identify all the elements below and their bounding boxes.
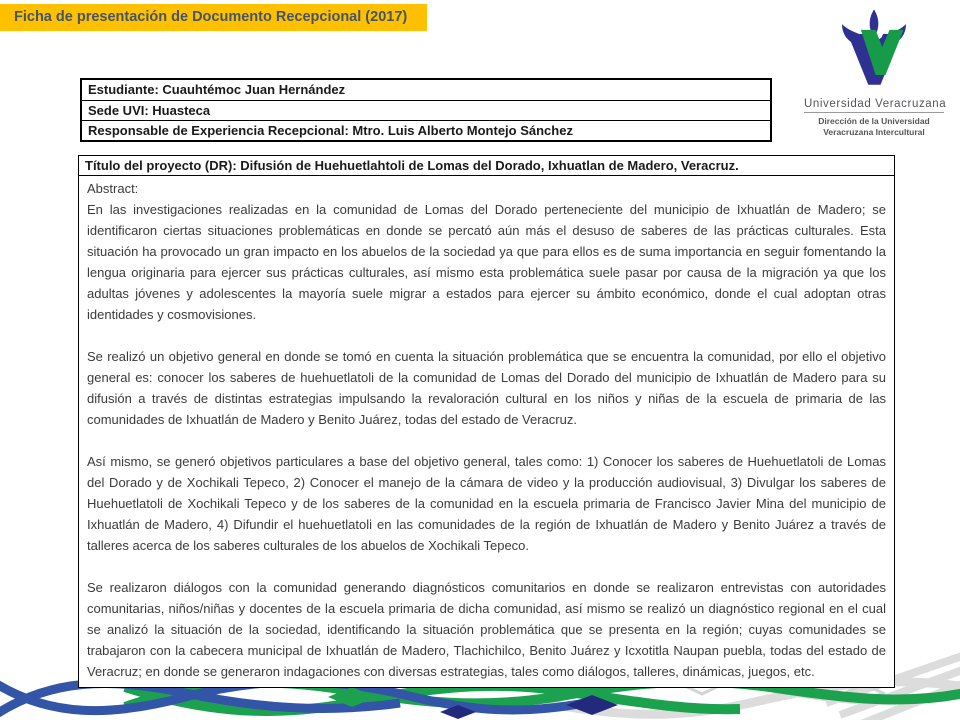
logo-department-line1: Dirección de la Universidad — [818, 116, 930, 126]
abstract-paragraph: En las investigaciones realizadas en la comunidad de Lomas del Dorado perteneciente del municipio de Ixhuatlán de Madero; se identificaron ciertas situaciones problemáticas en donde se percató aún más el desuso de saberes de las prácticas culturales. Esta situación ha provocado un gran impacto en los abuelos de la sociedad ya que para ellos es de suma importancia en seguir fomentando la lengua originaria para ejercer sus prácticas culturales, así mismo esta problemática suele pasar por causa de la migración ya que los adultas jóvenes y adolescentes la mayoría suele migrar a estados para ejercer su ámbito económico, donde el cual adoptan otras identidades y cosmovisiones. — [87, 202, 886, 322]
info-row-estudiante: Estudiante: Cuauhtémoc Juan Hernández — [88, 82, 346, 97]
abstract-paragraph: Se realizó un objetivo general en donde se tomó en cuenta la situación problemática que se encuentra la comunidad, por ello el objetivo general es: conocer los saberes de huehuetlatoli de la comunidad de Lomas del Dorado del municipio de Ixhuatlán de Madero para su difusión a través de distintas estrategias impulsando la revaloración cultural en los niños y niñas de la escuela de primaria de las comunidades de Ixhuatlán de Madero y Benito Juárez, todas del estado de Veracruz. — [87, 349, 886, 427]
uv-fleur-icon — [833, 8, 915, 96]
page-title: Ficha de presentación de Documento Recepcional (2017) — [14, 9, 408, 25]
uv-logo — [798, 8, 950, 137]
abstract-paragraph: Se realizaron diálogos con la comunidad generando diagnósticos comunitarios en donde se realizaron entrevistas con autoridades comunitarias, niños/niñas y docentes de la escuela primaria de dicha comunidad, así mismo se realizó un diagnóstico regional en el cual se analizó la situación de la sociedad, identificando la situación problemática que se presenta en la región; cuyas comunidades se trabajaron con la cabecera municipal de Ixhuatlán de Madero, Tlachichilco, Benito Juárez y Icxotitla Naupan puebla, todas del estado de Veracruz; en donde se generaron indagaciones con diversas estrategias, tales como diálogos, talleres, dinámicas, juegos, etc. — [87, 580, 886, 679]
title-bar — [0, 4, 427, 31]
abstract-cell — [79, 176, 894, 687]
logo-institution: Universidad Veracruzana — [804, 98, 944, 113]
project-table — [78, 155, 895, 688]
logo-department-line2: Veracruzana Intercultural — [823, 126, 925, 137]
logo-department — [798, 116, 950, 137]
student-info-table — [80, 78, 772, 142]
info-row-sede-uvi: Sede UVI: Huasteca — [82, 100, 770, 120]
info-row-responsable: Responsable de Experiencia Recepcional: Mtro. Luis Alberto Montejo Sánchez — [82, 120, 770, 140]
abstract-label: Abstract: — [87, 181, 139, 196]
project-title: Título del proyecto (DR): Difusión de Huehuetlahtoli de Lomas del Dorado, Ixhuatlan de Madero, Veracruz. — [79, 156, 894, 176]
abstract-paragraph: Así mismo, se generó objetivos particulares a base del objetivo general, tales como: 1) Conocer los saberes de Huehuetlatoli de Lomas del Dorado y de Xochikali Tepeco, 2) Conocer el manejo de la cámara de video y la producción audiovisual, 3) Divulgar los saberes de Huehuetlatoli de Xochikali Tepeco y de los saberes de la comunidad en la escuela primaria de Francisco Javier Mina del municipio de Ixhuatlán de Madero, 4) Difundir el huehuetlatoli en las comunidades de la región de Ixhuatlán de Madero y Benito Juárez a través de talleres acerca de los saberes culturales de los abuelos de Xochikali Tepeco. — [87, 454, 886, 553]
